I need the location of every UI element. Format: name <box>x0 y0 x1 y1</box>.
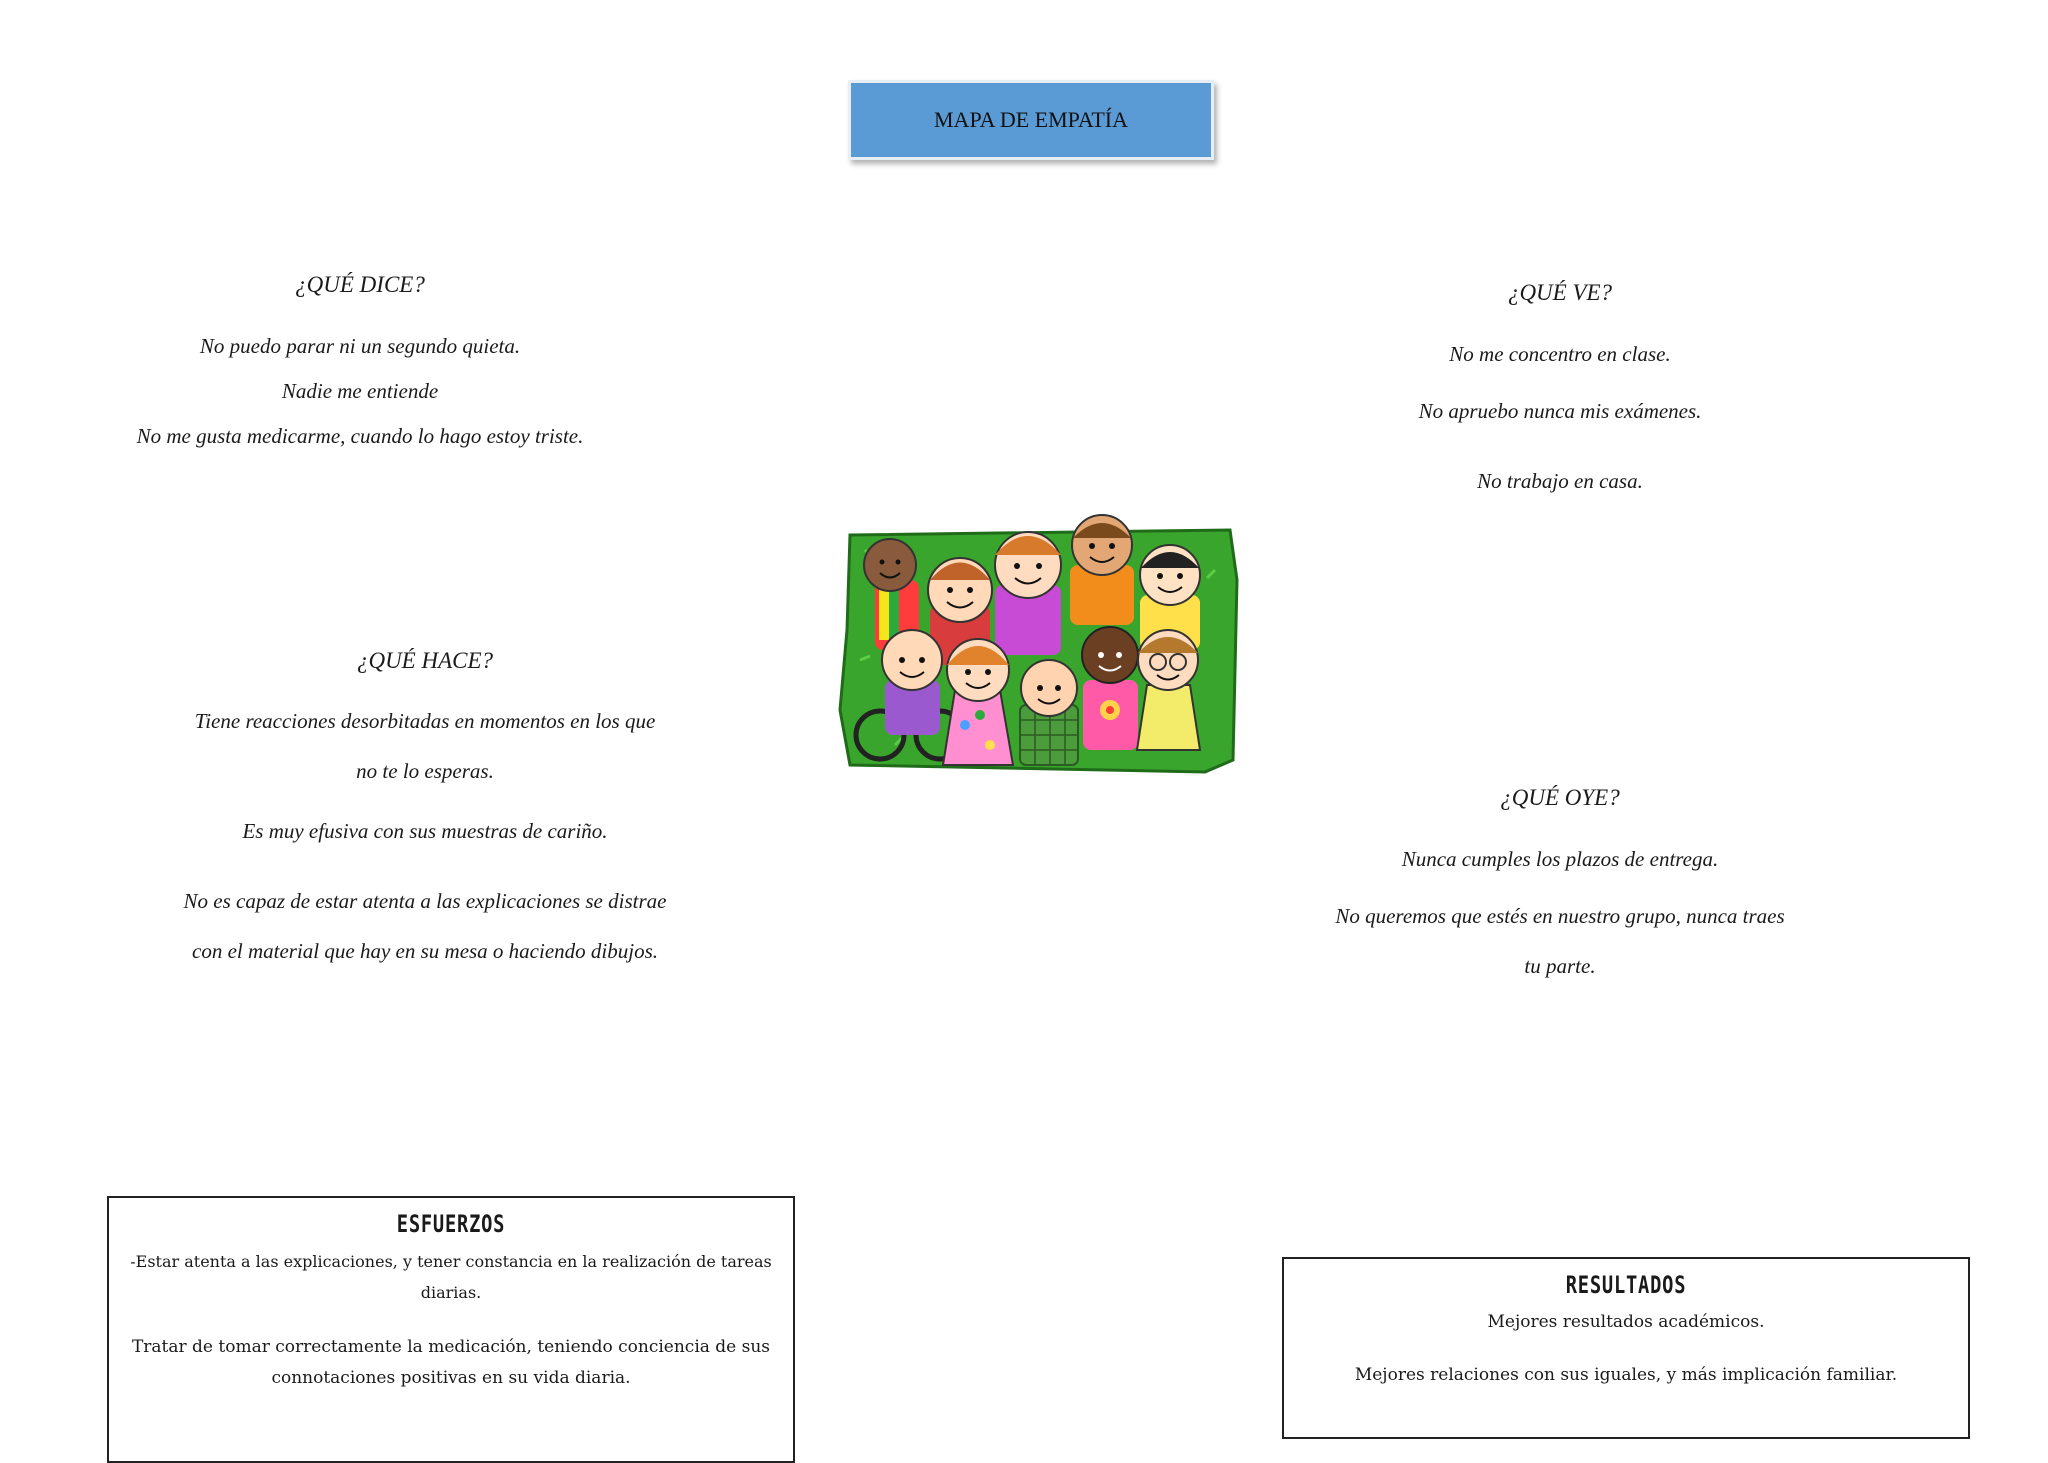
resultados-line: Mejores resultados académicos. <box>1487 1312 1765 1332</box>
oye-line: tu parte. <box>1524 954 1596 978</box>
heading-que-ve: ¿QUÉ VE? <box>1507 280 1613 305</box>
esfuerzos-box <box>107 1196 795 1463</box>
esfuerzos-line: -Estar atenta a las explicaciones, y tener constancia en la realización de tareas diarias. <box>130 1252 772 1302</box>
hace-line: No es capaz de estar atenta a las explicaciones se distrae <box>183 889 667 913</box>
heading-que-hace: ¿QUÉ HACE? <box>356 648 494 673</box>
ve-line: No trabajo en casa. <box>1477 469 1643 493</box>
esfuerzos-line: connotaciones positivas en su vida diaria. <box>271 1368 631 1388</box>
section-que-hace <box>160 648 690 966</box>
resultados-title: RESULTADOS <box>1565 1271 1687 1299</box>
hace-line: Tiene reacciones desorbitadas en momentos en los que <box>194 709 656 733</box>
children-illustration <box>835 510 1245 790</box>
heading-que-dice: ¿QUÉ DICE? <box>295 272 425 297</box>
oye-line: No queremos que estés en nuestro grupo, nunca traes <box>1335 904 1785 928</box>
oye-line: Nunca cumples los plazos de entrega. <box>1401 847 1719 871</box>
child-figure <box>1082 627 1138 750</box>
ve-line: No me concentro en clase. <box>1449 342 1671 366</box>
hace-line: no te lo esperas. <box>356 759 494 783</box>
hace-line: Es muy efusiva con sus muestras de cariño. <box>242 819 608 843</box>
ve-line: No apruebo nunca mis exámenes. <box>1418 399 1702 423</box>
dice-line: No me gusta medicarme, cuando lo hago estoy triste. <box>136 424 584 448</box>
dice-line: No puedo parar ni un segundo quieta. <box>199 334 521 358</box>
heading-que-oye: ¿QUÉ OYE? <box>1500 785 1620 810</box>
child-figure <box>1137 630 1200 750</box>
section-que-ve <box>1310 280 1810 516</box>
section-que-oye <box>1300 785 1820 981</box>
esfuerzos-line: Tratar de tomar correctamente la medicación, teniendo conciencia de sus <box>131 1337 771 1357</box>
child-figure <box>1070 515 1134 625</box>
child-figure <box>995 532 1061 655</box>
section-que-dice <box>100 272 620 458</box>
dice-line: Nadie me entiende <box>281 379 439 403</box>
hace-line: con el material que hay en su mesa o haciendo dibujos. <box>192 939 658 963</box>
child-figure <box>1020 660 1078 765</box>
page-title: MAPA DE EMPATÍA <box>848 80 1214 160</box>
resultados-line: Mejores relaciones con sus iguales, y más implicación familiar. <box>1354 1365 1898 1385</box>
esfuerzos-title: ESFUERZOS <box>396 1210 506 1238</box>
child-figure <box>943 639 1013 765</box>
resultados-box <box>1282 1257 1970 1439</box>
